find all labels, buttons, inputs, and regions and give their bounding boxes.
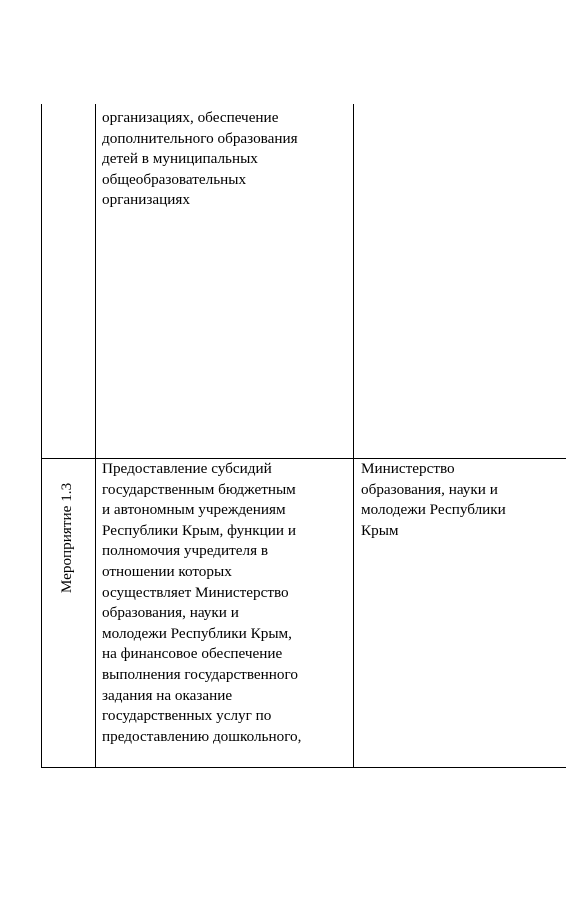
table-border-left bbox=[41, 104, 42, 768]
event-label: Мероприятие 1.3 bbox=[58, 482, 75, 594]
table-border-col1 bbox=[95, 104, 96, 768]
row2-responsible-cell bbox=[361, 459, 506, 541]
text-line: на финансовое обеспечение bbox=[102, 645, 283, 663]
text-line: задания на оказание bbox=[102, 686, 233, 704]
text-line: общеобразовательных bbox=[102, 170, 247, 188]
text-line: дополнительного образования bbox=[102, 129, 298, 147]
text-line: и автономным учреждениям bbox=[102, 501, 286, 519]
text-line: организациях, обеспечение bbox=[102, 109, 279, 126]
row1-description-cell bbox=[102, 108, 298, 211]
text-line: детей в муниципальных bbox=[102, 150, 258, 168]
text-line: Крым bbox=[361, 521, 399, 539]
text-line: Предоставление субсидий bbox=[102, 460, 272, 477]
text-line: выполнения государственного bbox=[102, 665, 298, 683]
text-line: молодежи Республики bbox=[361, 501, 506, 519]
text-line: организациях bbox=[102, 191, 190, 209]
text-line: Министерство bbox=[361, 460, 455, 477]
table-border-bottom bbox=[41, 767, 566, 768]
text-line: Республики Крым, функции и bbox=[102, 521, 296, 539]
text-line: отношении которых bbox=[102, 562, 232, 580]
row2-description-cell bbox=[102, 459, 301, 747]
text-line: государственным бюджетным bbox=[102, 480, 296, 498]
text-line: предоставлению дошкольного, bbox=[102, 727, 302, 745]
text-line: молодежи Республики Крым, bbox=[102, 624, 292, 642]
table-border-col2 bbox=[353, 104, 354, 768]
text-line: государственных услуг по bbox=[102, 707, 272, 725]
text-line: образования, науки и bbox=[102, 604, 239, 622]
text-line: полномочия учредителя в bbox=[102, 542, 269, 560]
text-line: осуществляет Министерство bbox=[102, 583, 289, 601]
text-line: образования, науки и bbox=[361, 480, 498, 498]
